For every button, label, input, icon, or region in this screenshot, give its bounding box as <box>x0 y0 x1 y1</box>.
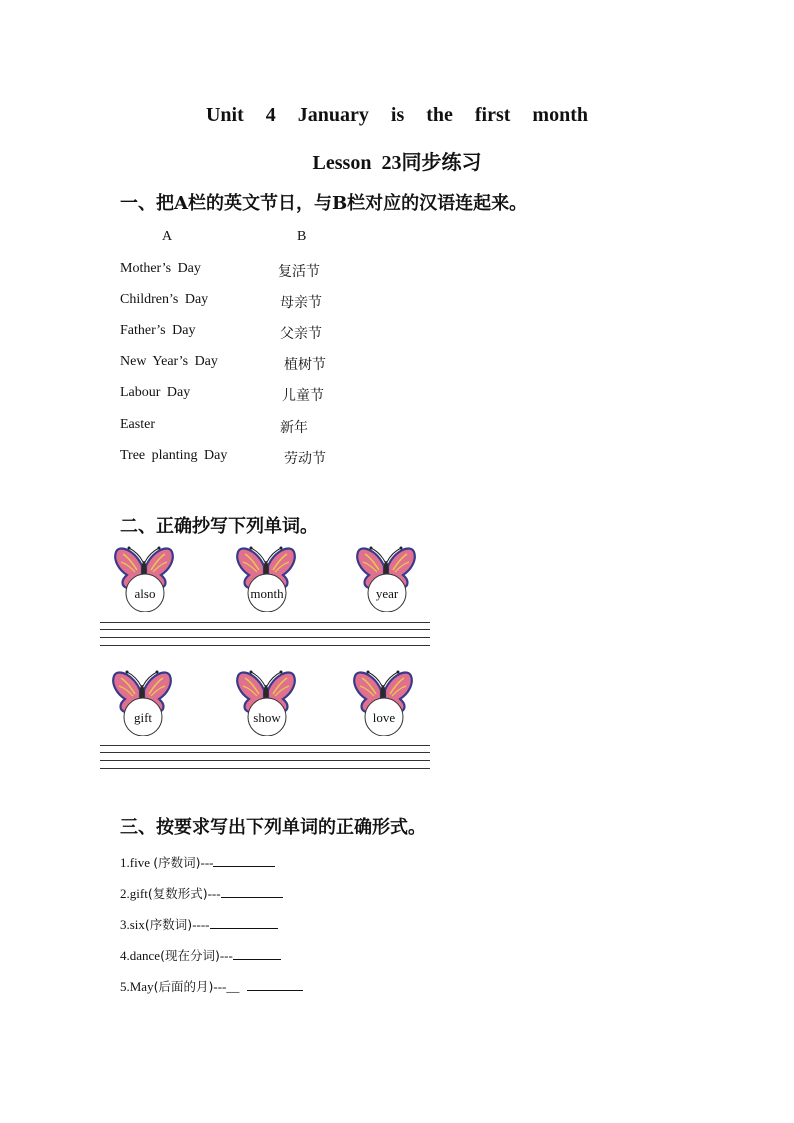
column-b-header: B <box>297 229 307 244</box>
worksheet-title: Unit 4 January is the first month <box>205 104 588 126</box>
butterfly-word-card <box>352 666 414 736</box>
holiday-english-7: Tree planting Day <box>120 448 228 463</box>
copy-word: month <box>250 586 284 601</box>
writing-lines[interactable] <box>100 745 430 769</box>
holiday-chinese-7: 劳动节 <box>284 451 326 467</box>
butterfly-word-card <box>111 666 173 736</box>
butterfly-word-card <box>235 666 297 736</box>
column-a-header: A <box>162 229 173 244</box>
copy-word: year <box>375 586 399 601</box>
question-4: 4.dance(现在分词)--- <box>120 946 281 964</box>
holiday-english-1: Mother’s Day <box>120 261 201 276</box>
answer-blank[interactable] <box>210 916 278 929</box>
holiday-chinese-4: 植树节 <box>284 357 326 373</box>
answer-blank[interactable] <box>233 947 281 960</box>
section2-heading: 二、正确抄写下列单词。 <box>120 516 318 537</box>
lesson-title: Lesson 23同步练习 <box>312 152 482 174</box>
holiday-english-6: Easter <box>120 417 155 432</box>
holiday-english-2: Children’s Day <box>120 292 209 307</box>
section1-heading: 一、把A栏的英文节日，与B栏对应的汉语连起来。 <box>120 193 528 214</box>
copy-word: also <box>134 586 156 601</box>
butterfly-word-card <box>355 542 417 612</box>
writing-lines[interactable] <box>100 622 430 646</box>
holiday-chinese-3: 父亲节 <box>280 326 322 342</box>
holiday-chinese-1: 复活节 <box>278 264 320 280</box>
question-2: 2.gift(复数形式)--- <box>120 884 283 902</box>
holiday-english-3: Father’s Day <box>120 323 196 338</box>
holiday-english-4: New Year’s Day <box>120 354 218 369</box>
holiday-chinese-2: 母亲节 <box>280 295 322 311</box>
question-1: 1.five (序数词)--- <box>120 853 275 871</box>
question-3: 3.six(序数词)---- <box>120 915 278 933</box>
holiday-chinese-6: 新年 <box>280 420 308 436</box>
question-5: 5.May(后面的月)---__ <box>120 977 303 995</box>
holiday-english-5: Labour Day <box>120 385 191 400</box>
holiday-chinese-5: 儿童节 <box>282 388 324 404</box>
answer-blank[interactable] <box>213 854 275 867</box>
butterfly-word-card <box>113 542 175 612</box>
butterfly-word-card <box>235 542 297 612</box>
answer-blank[interactable] <box>221 885 283 898</box>
section3-heading: 三、按要求写出下列单词的正确形式。 <box>120 817 426 838</box>
copy-word: love <box>372 710 396 725</box>
answer-blank[interactable] <box>247 978 303 991</box>
copy-word: show <box>253 710 281 725</box>
copy-word: gift <box>133 710 153 725</box>
